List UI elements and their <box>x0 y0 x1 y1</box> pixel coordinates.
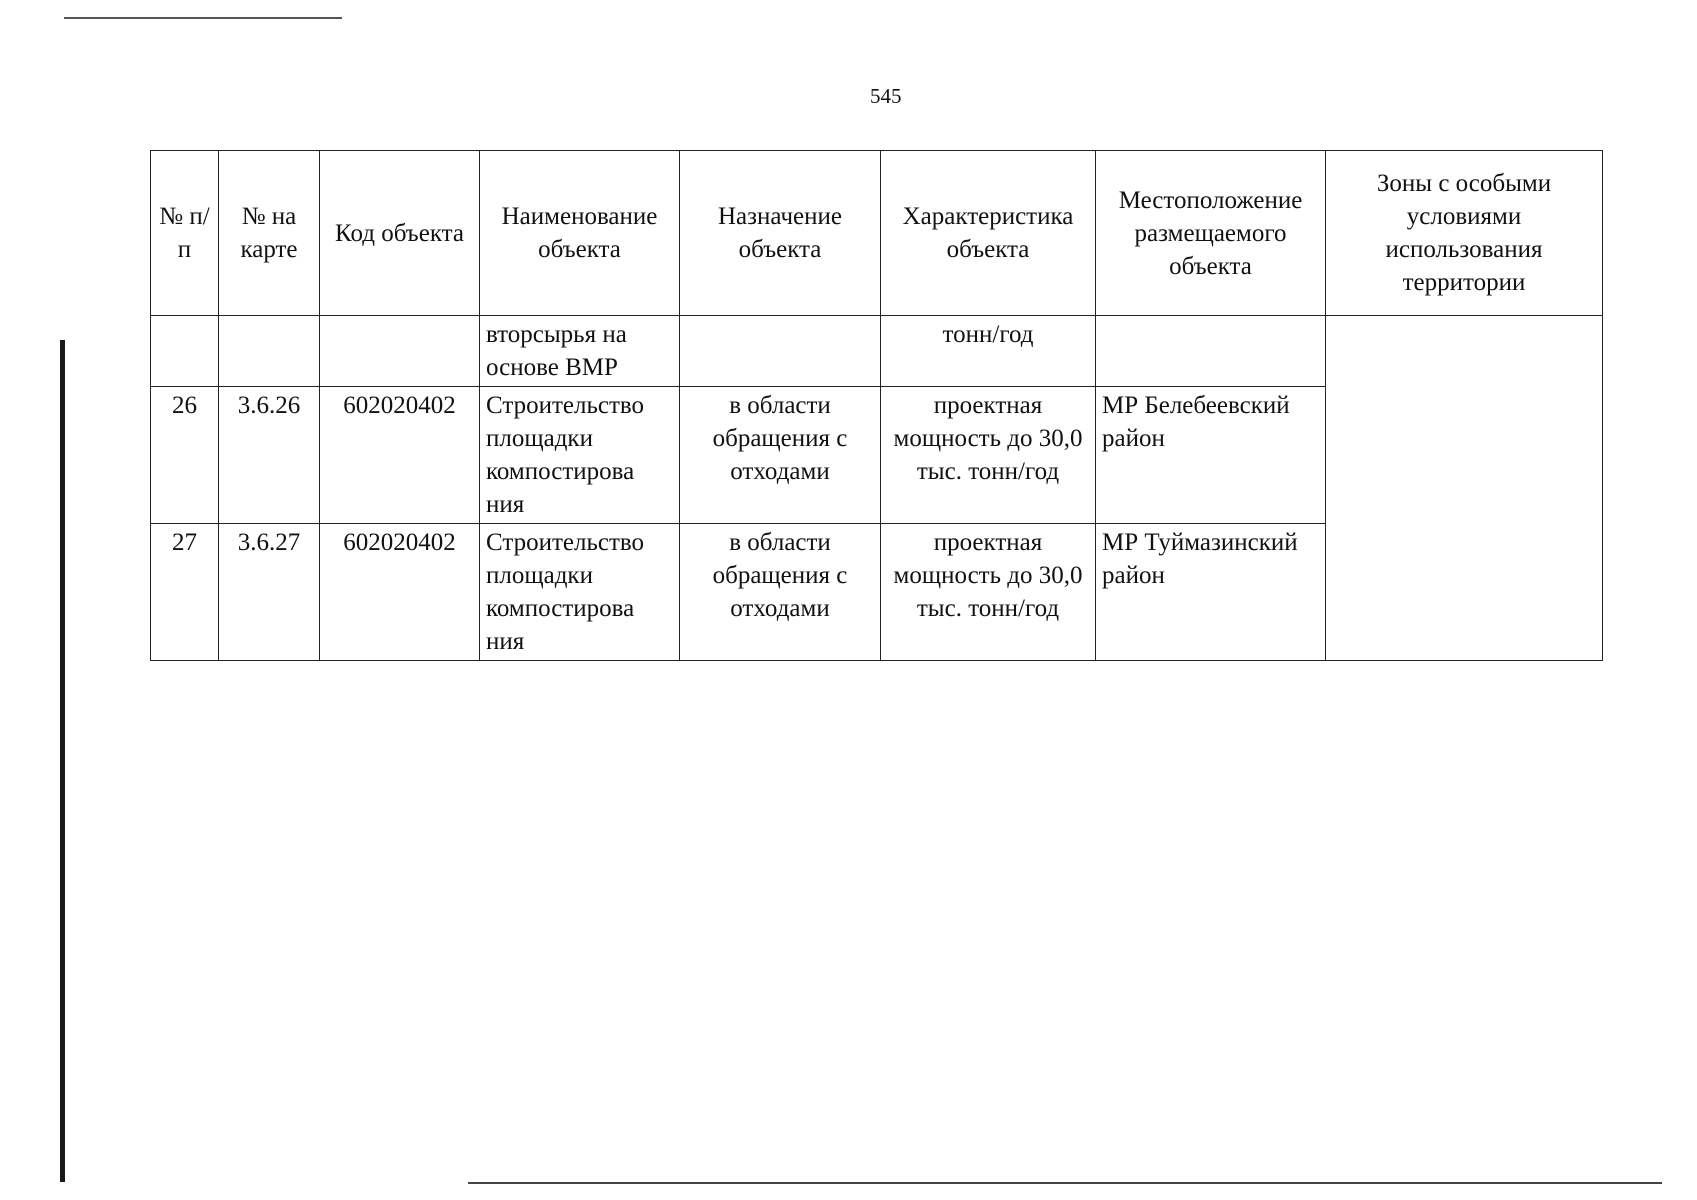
header-object-name: Наименование объекта <box>480 151 680 316</box>
table-header-row <box>151 151 1603 316</box>
page-number: 545 <box>870 84 902 108</box>
cell-characteristic: проектная мощность до 30,0 тыс. тонн/год <box>881 524 1096 661</box>
cell-code: 602020402 <box>320 387 480 524</box>
cell-num: 27 <box>151 524 219 661</box>
header-row-number: № п/п <box>151 151 219 316</box>
scan-edge-line-top <box>64 17 342 19</box>
header-object-location: Местоположение размещаемого объекта <box>1096 151 1326 316</box>
header-map-number: № на карте <box>219 151 320 316</box>
cell-code: 602020402 <box>320 524 480 661</box>
header-object-purpose: Назначение объекта <box>680 151 881 316</box>
scan-edge-line-bottom <box>468 1182 1662 1184</box>
scan-edge-bar-left <box>60 340 65 1182</box>
cell-location: МР Белебеевский район <box>1096 387 1326 524</box>
table-row-continuation <box>151 316 1603 387</box>
header-object-code: Код объекта <box>320 151 480 316</box>
cell-special-zones <box>1326 316 1603 661</box>
cell-map-num: 3.6.26 <box>219 387 320 524</box>
cell-location: МР Туймазинский район <box>1096 524 1326 661</box>
cell-characteristic: проектная мощность до 30,0 тыс. тонн/год <box>881 387 1096 524</box>
cell-purpose: в области обращения с отходами <box>680 524 881 661</box>
cell-location <box>1096 316 1326 387</box>
objects-table <box>150 150 1603 661</box>
header-object-characteristic: Характеристика объекта <box>881 151 1096 316</box>
header-special-zones: Зоны с особыми условиями использования территории <box>1326 151 1603 316</box>
cell-num <box>151 316 219 387</box>
cell-name: вторсырья на основе ВМР <box>480 316 680 387</box>
cell-num: 26 <box>151 387 219 524</box>
cell-name: Строительство площадки компостирова ния <box>480 387 680 524</box>
cell-name: Строительство площадки компостирова ния <box>480 524 680 661</box>
cell-map-num <box>219 316 320 387</box>
cell-purpose: в области обращения с отходами <box>680 387 881 524</box>
cell-map-num: 3.6.27 <box>219 524 320 661</box>
cell-purpose <box>680 316 881 387</box>
cell-code <box>320 316 480 387</box>
cell-characteristic: тонн/год <box>881 316 1096 387</box>
